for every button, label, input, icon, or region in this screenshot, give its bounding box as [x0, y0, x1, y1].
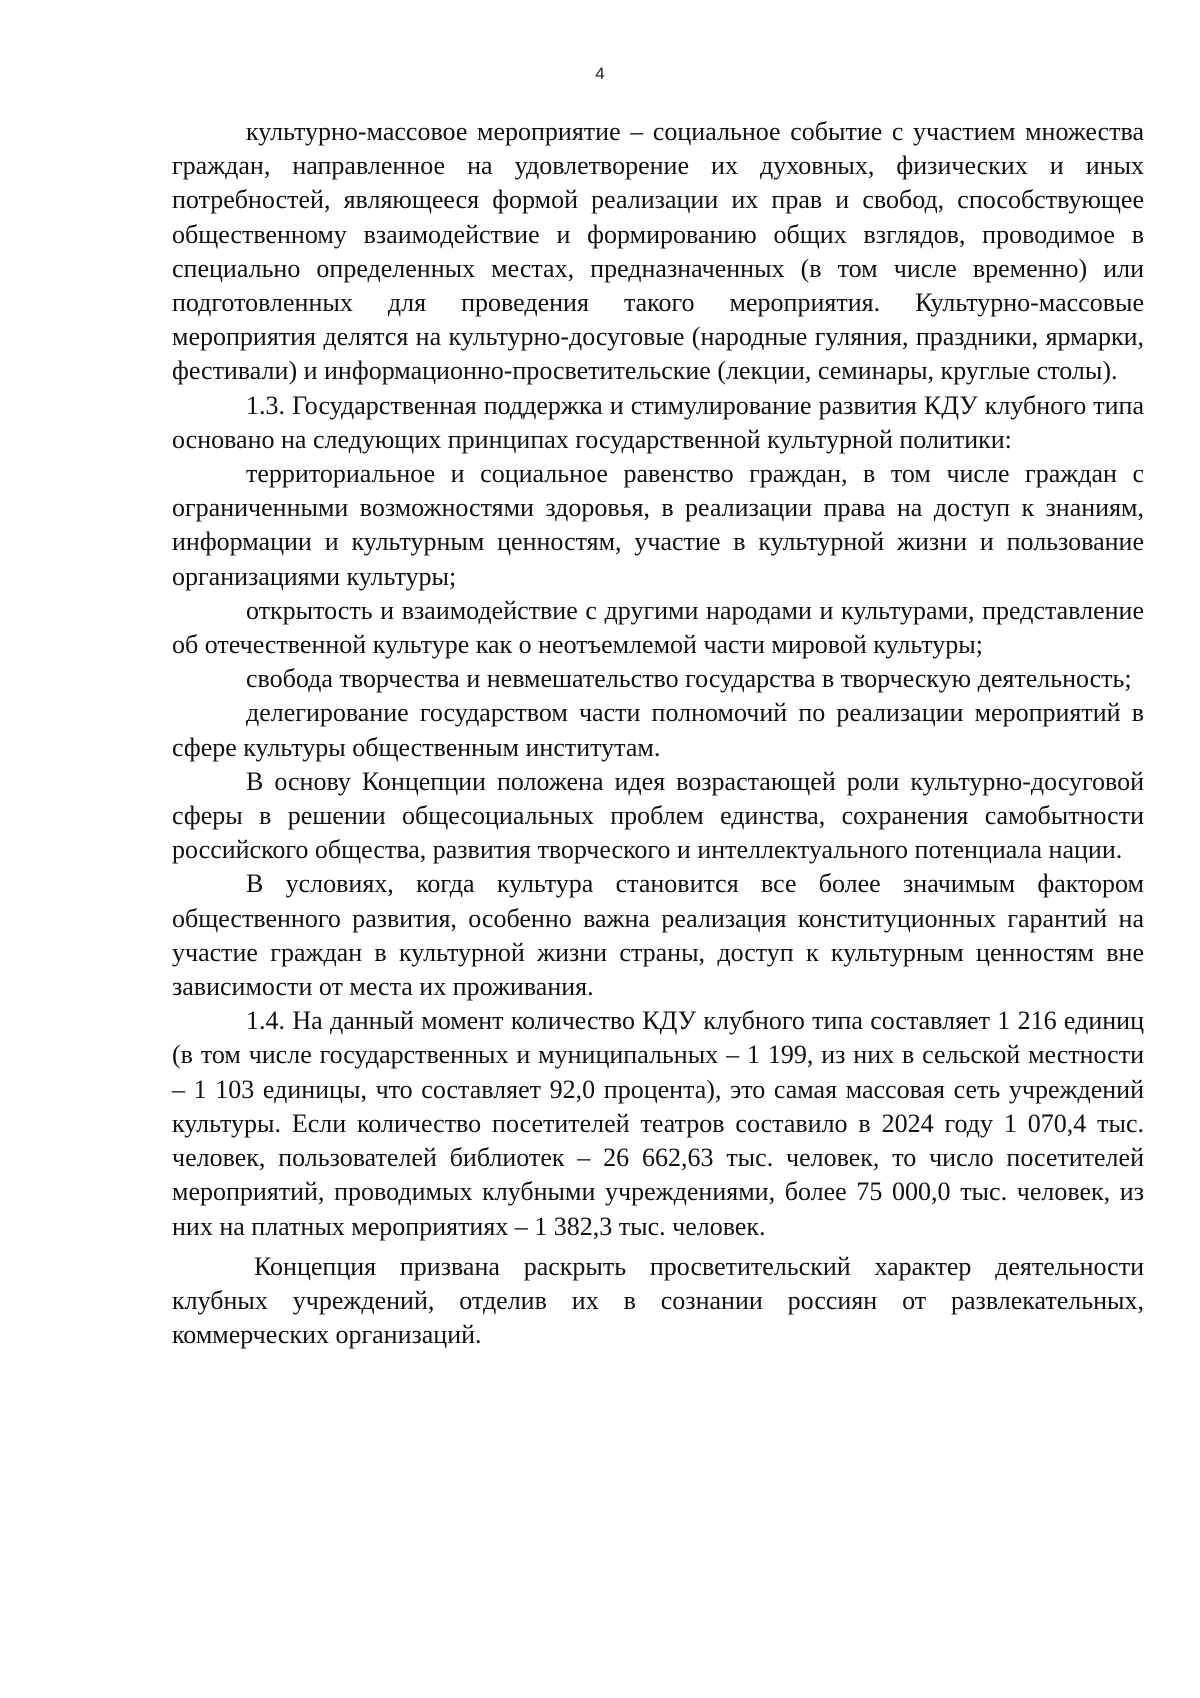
paragraph-principle-openness: открытость и взаимодействие с другими народами и культурами, представление об отечественной культуре как о неотъемлемой части мировой культуры;	[172, 595, 1144, 660]
paragraph-section-1-4: 1.4. На данный момент количество КДУ клубного типа составляет 1 216 единиц (в том числе государственных и муниципальных – 1 199, из них в сельской местности – 1 103 единицы, что составляет 92,0 процента), это самая массовая сеть учреждений культуры. Если количество посетителей театров составило в 2024 году 1 070,4 тыс. человек, пользователей библиотек – 26 662,63 тыс. человек, то число посетителей мероприятий, проводимых клубными учреждениями, более 75 000,0 тыс. человек, из них на платных мероприятиях – 1 382,3 тыс. человек.	[172, 1006, 1144, 1241]
paragraph-principle-freedom: свобода творчества и невмешательство государства в творческую деятельность;	[246, 664, 1132, 694]
paragraph-concept-basis: В основу Концепции положена идея возрастающей роли культурно-досуговой сферы в решении общесоциальных проблем единства, сохранения самобытности российского общества, развития творческого и интеллектуального потенциала нации.	[172, 766, 1144, 865]
paragraph-section-1-3: 1.3. Государственная поддержка и стимулирование развития КДУ клубного типа основано на следующих принципах государственной культурной политики:	[172, 390, 1144, 454]
paragraph-concept-purpose: Концепция призвана раскрыть просветительский характер деятельности клубных учреждений, отделив их в сознании россиян от развлекательных, коммерческих организаций.	[172, 1251, 1144, 1350]
paragraph-principle-equality: территориальное и социальное равенство граждан, в том числе граждан с ограниченными возможностями здоровья, в реализации права на доступ к знаниям, информации и культурным ценностям, участие в культурной жизни и пользование организациями культуры;	[172, 459, 1144, 591]
page-number: 4	[595, 64, 605, 83]
paragraph-culture-conditions: В условиях, когда культура становится все более значимым фактором общественного развития, особенно важна реализация конституционных гарантий на участие граждан в культурной жизни страны, доступ к культурным ценностям вне зависимости от места их проживания.	[172, 869, 1144, 1002]
paragraph-principle-delegation: делегирование государством части полномочий по реализации мероприятий в сфере культуры общественным институтам.	[172, 698, 1144, 762]
document-body	[172, 115, 1144, 1352]
paragraph-definition-mass-event: культурно-массовое мероприятие – социальное событие с участием множества граждан, направленное на удовлетворение их духовных, физических и иных потребностей, являющееся формой реализации их прав и свобод, способствующее общественному взаимодействие и формированию общих взглядов, проводимое в специально определенных местах, предназначенных (в том числе временно) или подготовленных для проведения такого мероприятия. Культурно-массовые мероприятия делятся на культурно-досуговые (народные гуляния, праздники, ярмарки, фестивали) и информационно-просветительские (лекции, семинары, круглые столы).	[172, 117, 1144, 386]
